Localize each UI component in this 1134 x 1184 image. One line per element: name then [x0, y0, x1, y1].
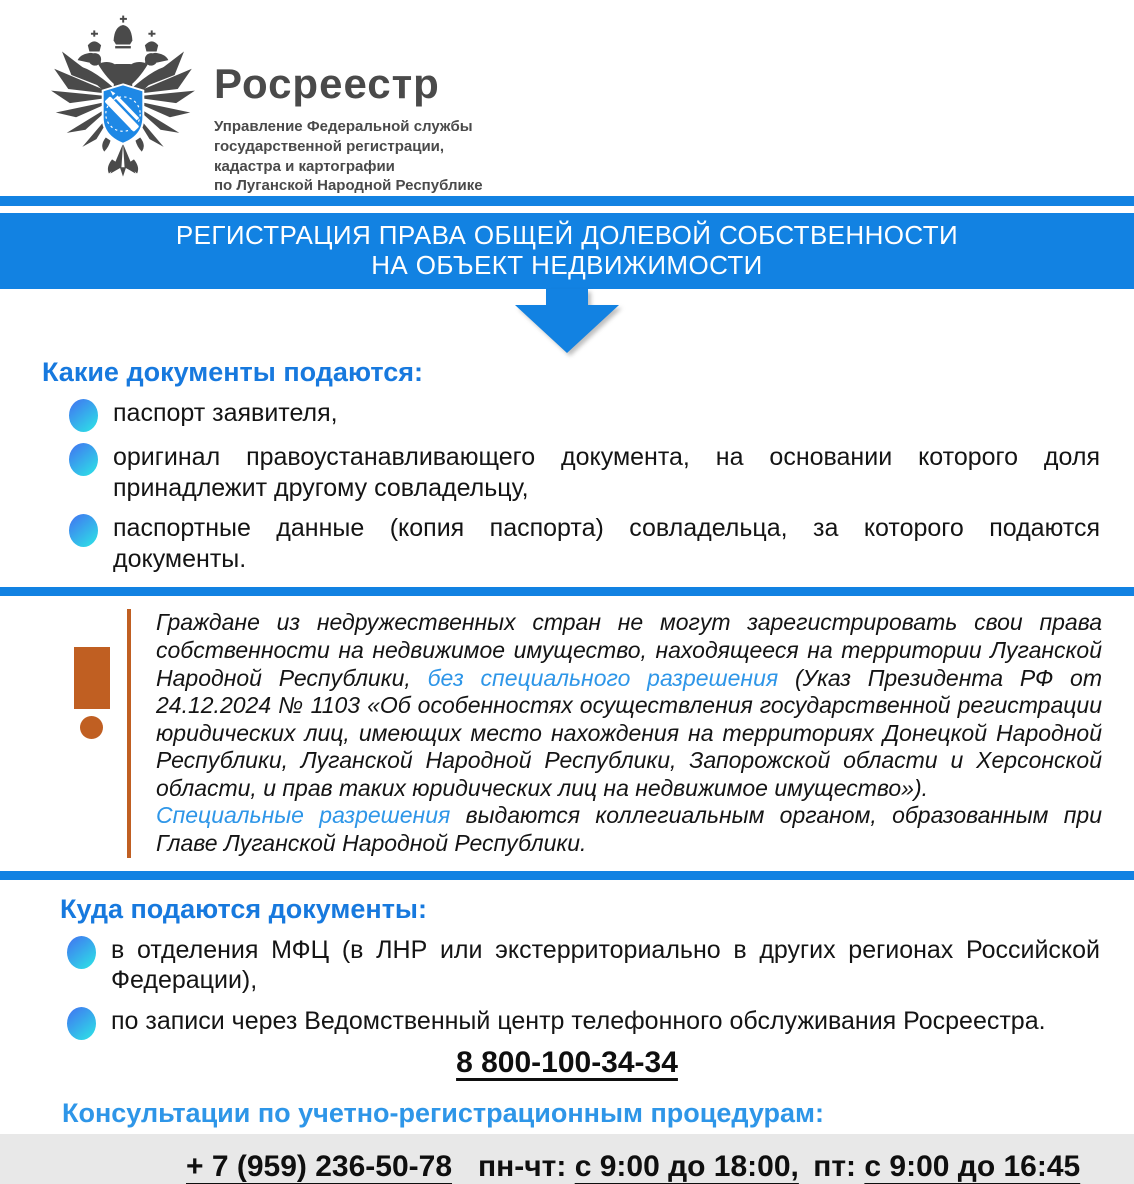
warning-highlight: без специального разрешения	[427, 664, 779, 691]
page-title-line2: НА ОБЪЕКТ НЕДВИЖИМОСТИ	[371, 250, 763, 281]
weekdays-hours: с 9:00 до 18:00,	[574, 1149, 799, 1183]
friday-hours: с 9:00 до 16:45	[864, 1149, 1081, 1183]
divider	[0, 587, 1134, 596]
list-item	[0, 442, 1134, 503]
submission-section	[0, 894, 1134, 1080]
bullet-dot-icon	[69, 399, 98, 432]
brand-department-line: Управление Федеральной службы	[214, 118, 473, 135]
bullet-dot-icon	[67, 936, 96, 969]
warning-text-segment: Граждане из недружественных стран не могут зарегистрировать свои права собственности на недвижимое имущество, находящееся на территории Луганской Народной Республики,	[156, 609, 1102, 691]
exclamation-icon	[0, 609, 127, 857]
hotline-phone	[0, 1046, 1134, 1080]
bullet-dot-icon	[69, 514, 98, 547]
consultation-heading: Консультации по учетно-регистрационным процедурам:	[62, 1097, 824, 1128]
strip-gap	[0, 206, 1134, 213]
list-item-text: паспорт заявителя,	[113, 399, 338, 428]
brand-block	[214, 60, 483, 196]
documents-list	[0, 398, 1134, 574]
bullet-dot-icon	[69, 443, 98, 476]
list-item	[0, 935, 1134, 996]
friday-label: пт:	[813, 1149, 857, 1183]
list-item-text: оригинал правоустанавливающего документа, на основании которого доля принадлежит другому совладельцу,	[113, 443, 1100, 502]
title-banner	[0, 213, 1134, 289]
warning-text	[131, 609, 1102, 857]
rosreestr-emblem-eagle-icon	[44, 14, 202, 186]
list-item	[0, 513, 1134, 574]
weekdays-label: пн-чт:	[478, 1149, 567, 1183]
documents-section-heading: Какие документы подаются:	[42, 357, 423, 388]
warning-paragraph	[156, 802, 1102, 857]
brand-name: Росреестр	[214, 60, 440, 107]
warning-highlight: Специальные разрешения	[156, 802, 451, 829]
consultation-section	[0, 1098, 1134, 1184]
bullet-dot-icon	[67, 1007, 96, 1040]
submission-list	[0, 935, 1134, 1040]
brand-department	[214, 117, 483, 196]
top-accent-strip	[0, 196, 1134, 206]
consultation-phone-number: + 7 (959) 236-50-78	[186, 1149, 453, 1183]
consultation-schedule	[186, 1150, 1100, 1184]
list-item-text: по записи через Ведомственный центр телефонного обслуживания Росреестра.	[111, 1006, 1046, 1035]
warning-block	[0, 596, 1134, 870]
submission-section-heading: Куда подаются документы:	[60, 893, 427, 924]
brand-department-line: государственной регистрации,	[214, 137, 445, 155]
header	[0, 0, 1134, 196]
divider	[0, 871, 1134, 880]
list-item-text: паспортные данные (копия паспорта) совладельца, за которого подаются документы.	[113, 514, 1100, 573]
warning-text-segment: выдаются коллегиальным органом, образованным при Главе Луганской Народной Республики.	[156, 802, 1102, 857]
brand-department-line: по Луганской Народной Республике	[214, 177, 483, 195]
documents-section	[0, 357, 1134, 574]
warning-paragraph	[156, 609, 1102, 802]
brand-department-line: кадастра и картографии	[214, 157, 395, 175]
page-title-line1: РЕГИСТРАЦИЯ ПРАВА ОБЩЕЙ ДОЛЕВОЙ СОБСТВЕННОСТИ	[175, 220, 959, 250]
list-item-text: в отделения МФЦ (в ЛНР или экстерриториально в других регионах Российской Федерации),	[111, 935, 1100, 995]
down-arrow-icon	[515, 289, 619, 353]
list-item	[0, 1006, 1134, 1040]
hotline-phone-number: 8 800-100-34-34	[456, 1045, 678, 1079]
warning-text-segment: (Указ Президента РФ от 24.12.2024 № 1103 «Об особенностях осуществления государственной регистрации юридических лиц, имеющих место нахождения на территориях Донецкой Народной Республики, Луганской Народной Республики, Запорожской области и Херсонской области, и прав таких юридических лиц на недвижимое имущество»).	[156, 664, 1102, 801]
list-item	[0, 398, 1134, 432]
